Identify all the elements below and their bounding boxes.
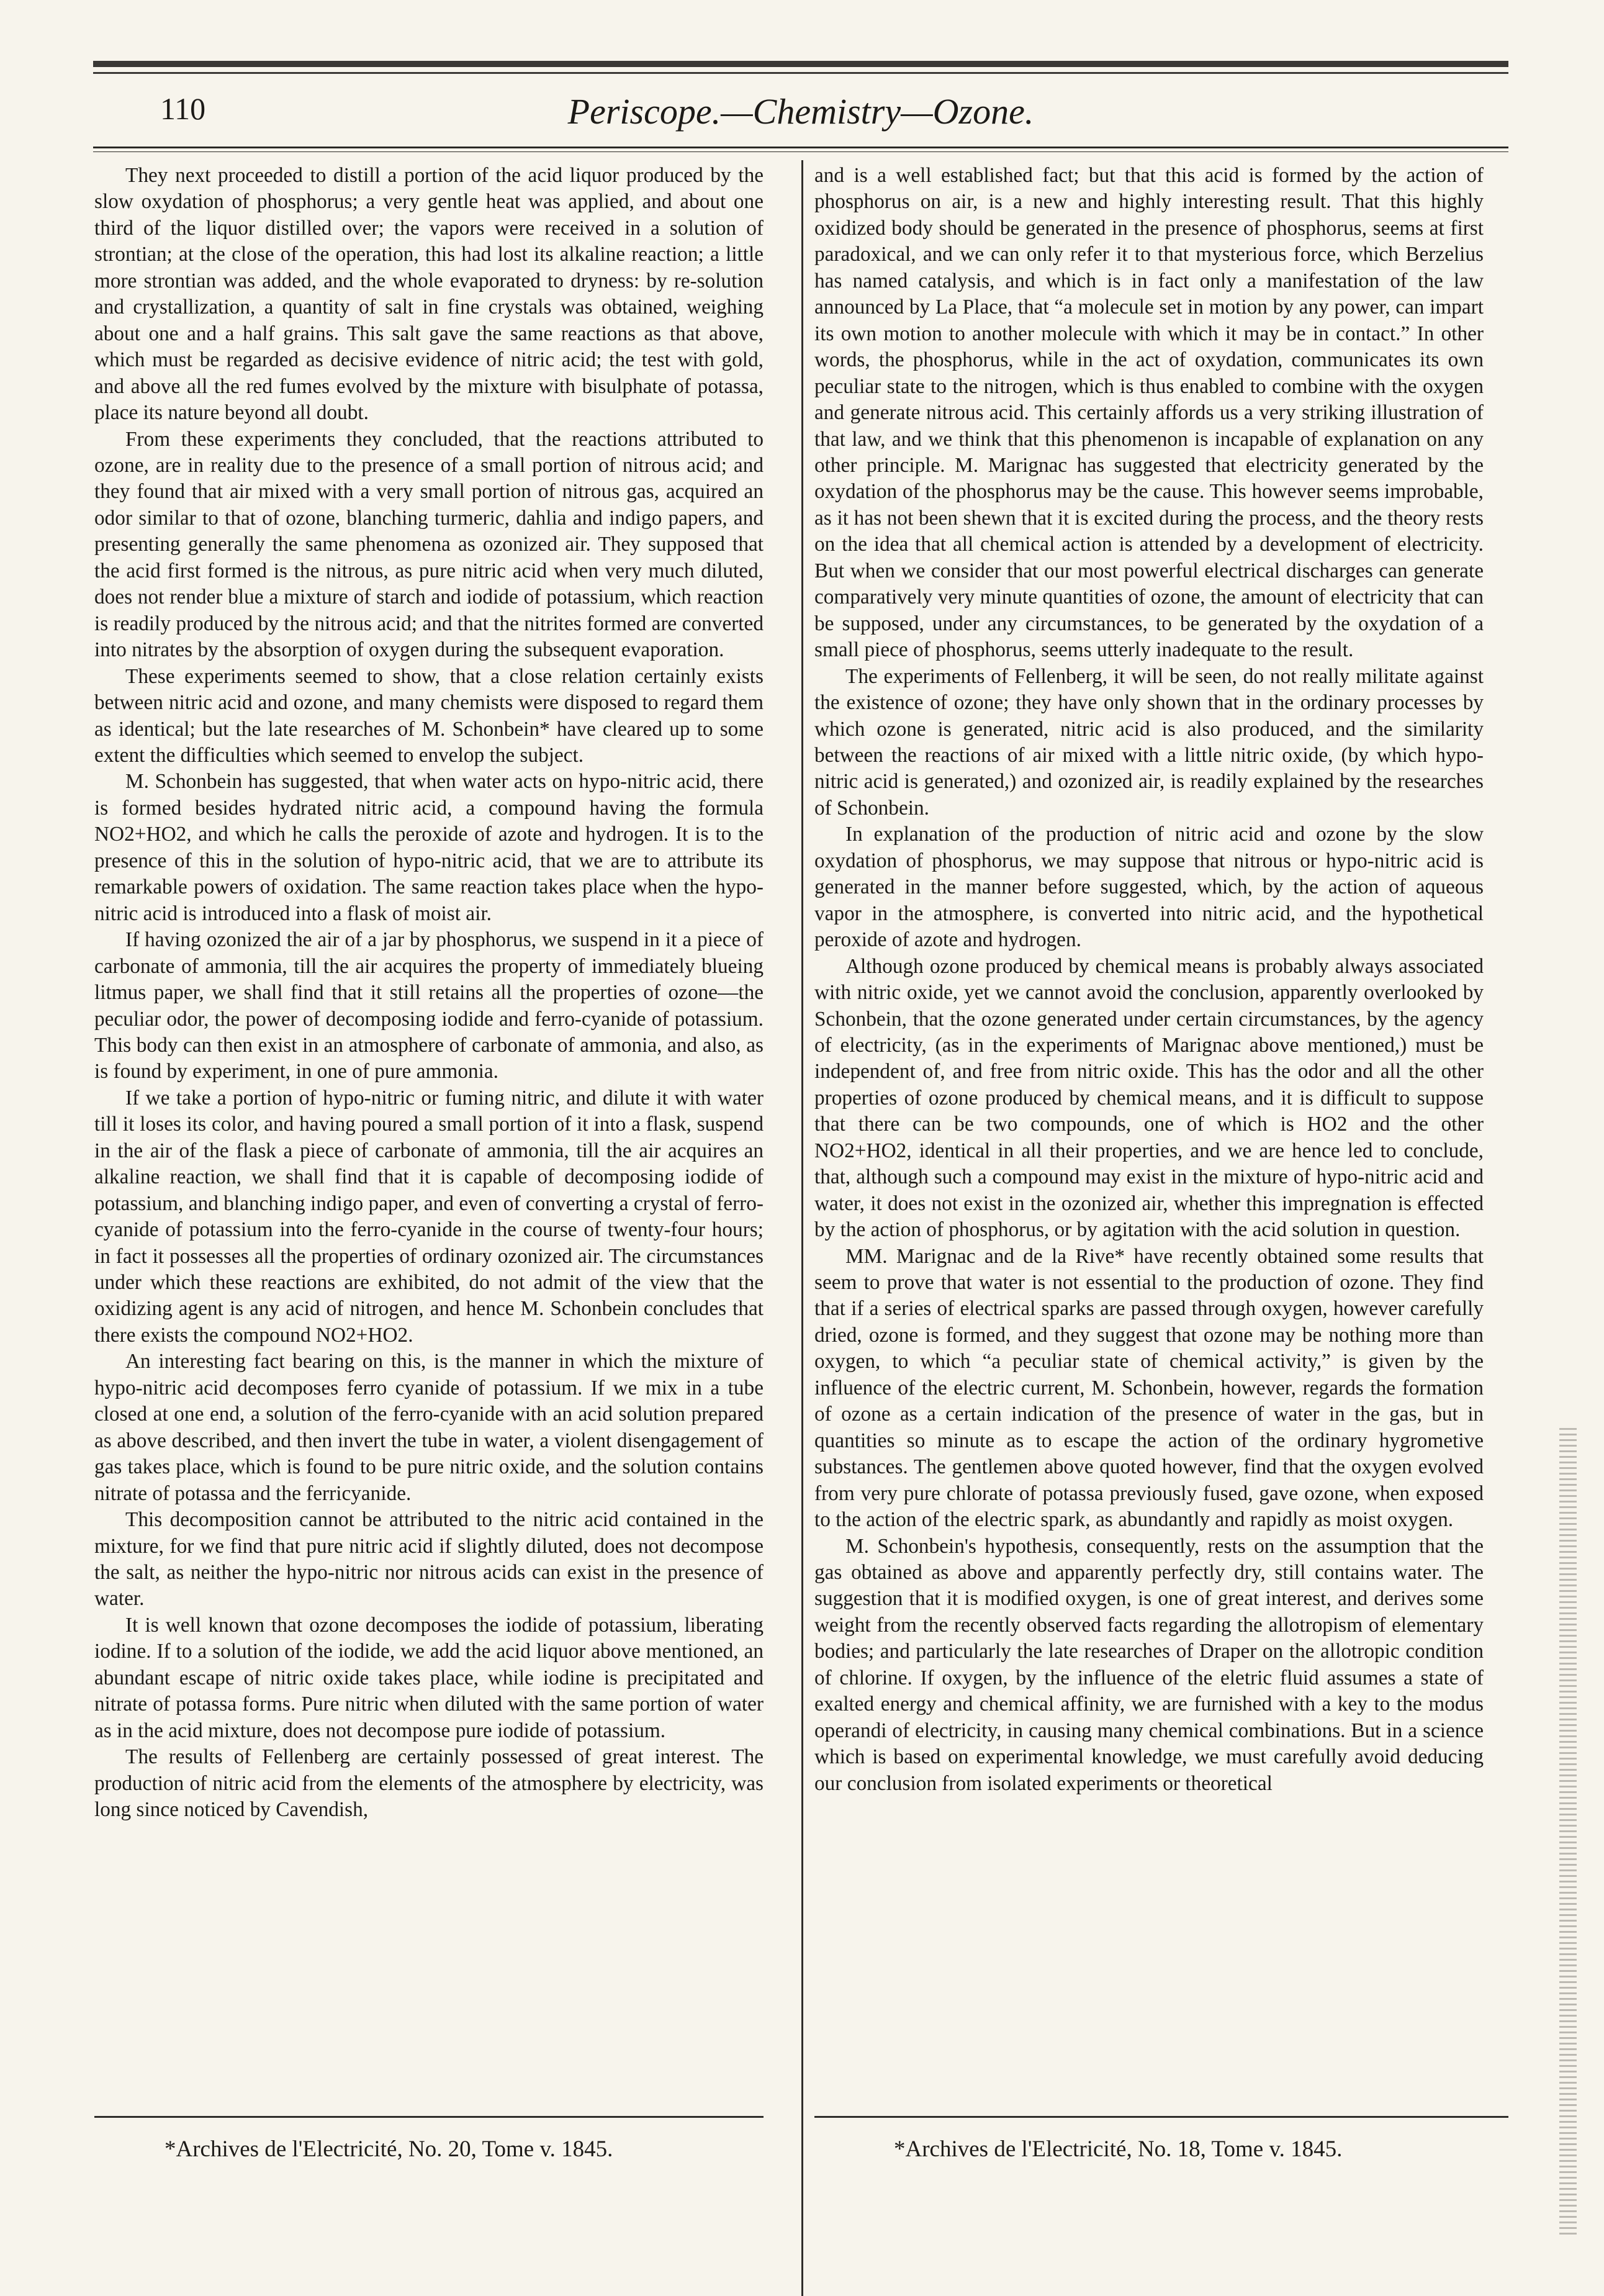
paragraph: If we take a portion of hypo-nitric or fuming nitric, and dilute it with water till it loses its color, and having poured a small portion of it into a flask, suspend in the air of the flask a piece of carbonate of ammonia, till the air acquires an alkaline reaction, we shall find that it is capable of decomposing iodide of potassium, and blanching indigo paper, and even of converting a crystal of ferro-cyanide of potassium into the ferro-cyanide in the course of twenty-four hours; in fact it possesses all the properties of ordinary ozonized air. The circumstances under which these reactions are exhibited, do not admit of the view that the oxidizing agent is any acid of nitrogen, and hence M. Schonbein concludes that there exists the compound NO2+HO2. [94, 1086, 764, 1347]
footnote-rule-right [814, 2116, 1508, 2118]
header-rule [93, 147, 1508, 148]
header-rule-thin [93, 151, 1508, 152]
footnote-rule-left [94, 2116, 764, 2118]
paragraph: The experiments of Fellenberg, it will be seen, do not really militate against the existence of ozone; they have only shown that in the ordinary processes by which ozone is generated, nitric acid is also produced, and the similarity between the reactions of air mixed with a little nitric oxide, (by which hypo-nitric acid is generated,) and ozonized air, is readily explained by the researches of Schonbein. [814, 664, 1484, 820]
top-border-rule-thin [93, 72, 1508, 74]
paragraph: This decomposition cannot be attributed to the nitric acid contained in the mixture, for we find that pure nitric acid if slightly diluted, does not decompose the salt, as neither the hypo-nitric nor nitrous acids can exist in the presence of water. [94, 1508, 764, 1611]
left-column [94, 163, 764, 2106]
paragraph: M. Schonbein's hypothesis, consequently, rests on the assumption that the gas obtained as above and apparently perfectly dry, still contains water. The suggestion that it is modified oxygen, is one of great interest, and derives some weight from the recently observed facts regarding the allotropism of elementary bodies; and particularly the late researches of Draper on the allotropic condition of chlorine. If oxygen, by the influence of the eletric fluid assumes a state of exalted energy and chemical affinity, we are furnished with a key to the modus operandi of electricity, in causing many chemical combinations. But in a science which is based on experimental knowledge, we must carefully avoid deducing our conclusion from isolated experiments or theoretical [814, 1534, 1484, 1795]
running-title: Periscope.—Chemistry—Ozone. [567, 91, 1034, 132]
paragraph: M. Schonbein has suggested, that when water acts on hypo-nitric acid, there is formed besides hydrated nitric acid, a compound having the formula NO2+HO2, and which he calls the peroxide of azote and hydrogen. It is to the presence of this in the solution of hypo-nitric acid, that we are to attribute its remarkable powers of oxidation. The same reaction takes place when the hypo-nitric acid is introduced into a flask of moist air. [94, 770, 764, 925]
scan-edge-noise [1559, 1428, 1577, 2235]
paragraph: An interesting fact bearing on this, is the manner in which the mixture of hypo-nitric acid decomposes ferro cyanide of potassium. If we mix in a tube closed at one end, a solution of the ferro-cyanide with an acid solution prepared as above described, and then invert the tube in water, a violent disengagement of gas takes place, which is found to be pure nitric oxide, and the solution contains nitrate of potassa and the ferricyanide. [94, 1350, 764, 1505]
paragraph: These experiments seemed to show, that a close relation certainly exists between nitric acid and ozone, and many chemists were disposed to regard them as identical; but the late researches of M. Schonbein* have cleared up to some extent the difficulties which seemed to envelop the subject. [94, 664, 764, 767]
paragraph: Although ozone produced by chemical means is probably always associated with nitric oxide, yet we cannot avoid the conclusion, apparently overlooked by Schonbein, that the ozone generated under certain circumstances, by the agency of electricity, (as in the experiments of Marignac above mentioned,) must be independent of, and free from nitric oxide. This has the odor and all the other properties of ozone produced by chemical means, and it is difficult to suppose that there can be two compounds, one of which is HO2 and the other NO2+HO2, identical in all their properties, and we are hence led to conclude, that, although such a compound may exist in the mixture of hypo-nitric acid and water, it does not exist in the ozonized air, whether this impregnation is effected by the action of phosphorus, or by agitation with the acid solution in question. [814, 954, 1484, 1242]
page-header [93, 91, 1508, 150]
paragraph: MM. Marignac and de la Rive* have recently obtained some results that seem to prove that water is not essential to the production of ozone. They find that if a series of electrical sparks are passed through oxygen, however carefully dried, ozone is formed, and they suggest that ozone may be nothing more than oxygen, to which “a peculiar state of chemical activity,” is given by the influence of the electric current, M. Schonbein, however, regards the formation of ozone as a certain indication of the presence of water in the gas, but in quantities so minute as to escape the action of the ordinary hygrometive substances. The gentlemen above quoted however, find that the oxygen evolved from very pure chlorate of potassa previously fused, gave ozone, when exposed to the action of the electric spark, as abundantly and rapidly as moist oxygen. [814, 1244, 1484, 1532]
paragraph: and is a well established fact; but that this acid is formed by the action of phosphorus on air, is a new and highly interesting result. That this highly oxidized body should be generated in the presence of phosphorus, seems at first paradoxical, and we can only refer it to that mysterious force, which Berzelius has named catalysis, and which is in fact only a manifestation of the law announced by La Place, that “a molecule set in motion by any power, can impart its own motion to another molecule with which it may be in contact.” In other words, the phosphorus, while in the act of oxydation, communicates its own peculiar state to the nitrogen, which is thus enabled to combine with the oxygen and generate nitrous acid. This certainly affords us a very striking illustration of that law, and we think that this phenomenon is incapable of explanation on any other principle. M. Marignac has suggested that electricity generated by the oxydation of the phosphorus may be the cause. This however seems improbable, as it has not been shewn that it is excited during the process, and the theory rests on the idea that all chemical action is attended by a development of electricity. But when we consider that our most powerful electrical discharges can generate comparatively very minute quantities of ozone, the amount of electricity that can be supposed, under any circumstances, to be generated by the oxydation of a small piece of phosphorus, seems utterly inadequate to the result. [814, 164, 1484, 662]
right-column [814, 163, 1484, 2106]
top-border-rule [93, 61, 1508, 67]
paragraph: It is well known that ozone decomposes the iodide of potassium, liberating iodine. If to a solution of the iodide, we add the acid liquor above mentioned, an abundant escape of nitric oxide takes place, while iodine is precipitated and nitrate of potassa forms. Pure nitric when diluted with the same portion of water as in the acid mixture, does not decompose pure iodide of potassium. [94, 1613, 764, 1742]
footnote-right: *Archives de l'Electricité, No. 18, Tome v. 1845. [894, 2136, 1343, 2162]
paragraph: If having ozonized the air of a jar by phosphorus, we suspend in it a piece of carbonate of ammonia, till the air acquires the property of immediately blueing litmus paper, we shall find that it still retains all the properties of ozone—the peculiar odor, the power of decomposing iodide and ferro-cyanide of potassium. This body can then exist in an atmosphere of carbonate of ammonia, and also, as is found by experiment, in one of pure ammonia. [94, 928, 764, 1083]
paragraph: From these experiments they concluded, that the reactions attributed to ozone, are in reality due to the presence of a small portion of nitrous acid; and they found that air mixed with a very small portion of nitrous gas, acquired an odor similar to that of ozone, blanching turmeric, dahlia and indigo papers, and presenting generally the same phenomena as ozonized air. They supposed that the acid first formed is the nitrous, as pure nitric acid when very much diluted, does not render blue a mixture of starch and iodide of potassium, which reaction is readily produced by the nitrous acid; and that the nitrites formed are converted into nitrates by the absorption of oxygen during the subsequent evaporation. [94, 427, 764, 662]
paragraph: In explanation of the production of nitric acid and ozone by the slow oxydation of phosphorus, we may suppose that nitrous or hypo-nitric acid is generated in the manner before suggested, which, by the action of aqueous vapor in the atmosphere, is converted into nitric acid, and the hypothetical peroxide of azote and hydrogen. [814, 823, 1484, 952]
footnote-left: *Archives de l'Electricité, No. 20, Tome v. 1845. [164, 2136, 613, 2162]
paragraph: The results of Fellenberg are certainly possessed of great interest. The production of nitric acid from the elements of the atmosphere by electricity, was long since noticed by Cavendish, [94, 1745, 764, 1822]
column-divider [801, 160, 803, 2296]
paragraph: They next proceeded to distill a portion of the acid liquor produced by the slow oxydation of phosphorus; a very gentle heat was applied, and about one third of the liquor distilled over; the vapors were received in a solution of strontian; at the close of the operation, this had lost its alkaline reaction; a little more strontian was added, and the whole evaporated to dryness: by re-solution and crystallization, a quantity of salt in fine crystals was obtained, weighing about one and a half grains. This salt gave the same reactions as that above, which must be regarded as decisive evidence of nitric acid; the test with gold, and above all the red fumes evolved by the mixture with bisulphate of potassa, place its nature beyond all doubt. [94, 164, 764, 425]
page-number: 110 [160, 91, 206, 126]
